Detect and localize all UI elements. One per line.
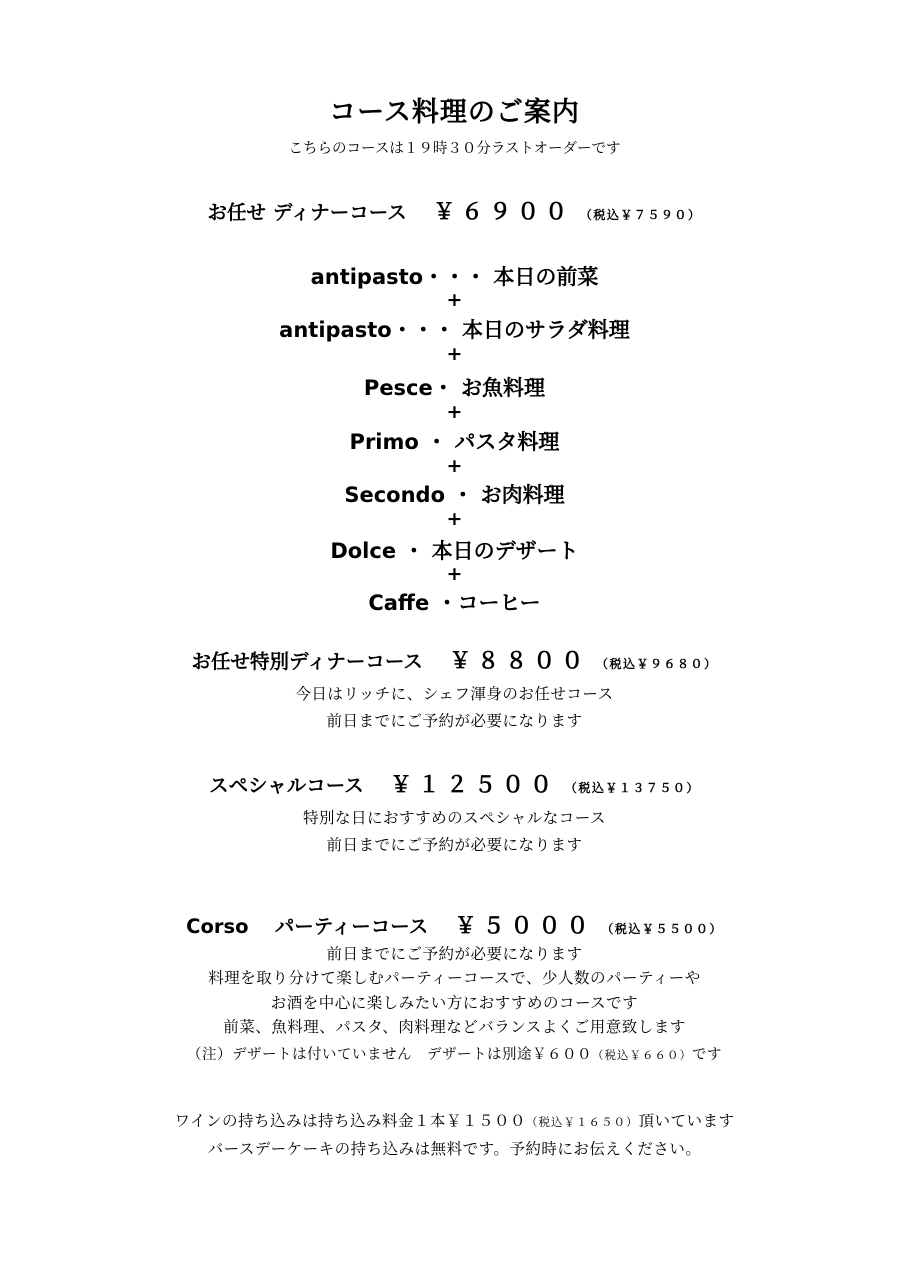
menu-item: Primo ・ パスタ料理	[349, 430, 560, 454]
wine-corkage-note	[0, 1109, 909, 1131]
dessert-note	[0, 1043, 909, 1064]
plus-sign: +	[446, 563, 463, 585]
course-name: お任せ ディナーコース	[207, 201, 407, 224]
course-description: 前日までにご予約が必要になります	[326, 945, 583, 963]
course-description: 料理を取り分けて楽しむパーティーコースで、少人数のパーティーや	[208, 969, 701, 987]
plus-sign: +	[446, 289, 463, 311]
course-description: 今日はリッチに、シェフ渾身のお任せコース	[295, 685, 614, 703]
menu-item: antipasto・・・ 本日のサラダ料理	[279, 318, 630, 342]
course-description: 前日までにご予約が必要になります	[326, 712, 583, 730]
course-tax: （税込￥７５９０）	[579, 208, 702, 222]
dessert-note-end: です	[692, 1047, 722, 1063]
course-price: ￥８８００	[449, 649, 590, 674]
dessert-note-tax: （税込￥６６０）	[592, 1048, 692, 1062]
plus-sign: +	[446, 401, 463, 423]
birthday-cake-note: バースデーケーキの持ち込みは無料です。予約時にお伝えください。	[207, 1140, 702, 1158]
wine-note-end: 頂いています	[638, 1112, 735, 1130]
plus-sign: +	[446, 455, 463, 477]
special-dinner-heading	[0, 644, 909, 675]
plus-sign: +	[446, 508, 463, 530]
wine-note-tax: （税込￥１６５０）	[526, 1115, 639, 1129]
course-price: ￥１２５００	[390, 773, 559, 798]
course-description: 前日までにご予約が必要になります	[326, 836, 583, 854]
menu-item: Secondo ・ お肉料理	[344, 483, 565, 507]
menu-item: Caffe ・コーヒー	[368, 591, 541, 615]
course-description: お酒を中心に楽しみたい方におすすめのコースです	[270, 994, 639, 1012]
special-course-heading	[0, 768, 909, 799]
party-course-heading	[0, 909, 909, 940]
page-title: コース料理のご案内	[329, 97, 580, 128]
course-price: ￥５０００	[454, 914, 595, 939]
menu-item: Pesce・ お魚料理	[363, 376, 546, 400]
menu-item: antipasto・・・ 本日の前菜	[310, 265, 599, 289]
wine-note-text: ワインの持ち込みは持ち込み料金１本￥１５００	[174, 1112, 527, 1130]
course-name: お任せ特別ディナーコース	[191, 650, 423, 673]
course-tax: （税込￥９６８０）	[596, 657, 718, 671]
course-tax: （税込￥１３７５０）	[564, 781, 700, 795]
last-order-note: こちらのコースは１９時３０分ラストオーダーです	[288, 141, 621, 157]
course-tax: （税込￥５５００）	[601, 922, 723, 936]
dinner-course-heading	[0, 195, 909, 226]
course-description: 前菜、魚料理、パスタ、肉料理などバランスよくご用意致します	[223, 1018, 686, 1036]
course-name: Corso パーティーコース	[186, 915, 429, 938]
menu-item: Dolce ・ 本日のデザート	[330, 539, 579, 563]
course-price: ￥６９００	[433, 200, 574, 225]
dessert-note-text: （注）デザートは付いていません デザートは別途￥６００	[187, 1047, 592, 1063]
course-description: 特別な日におすすめのスペシャルなコース	[302, 809, 607, 827]
course-name: スペシャルコース	[209, 774, 364, 797]
plus-sign: +	[446, 343, 463, 365]
